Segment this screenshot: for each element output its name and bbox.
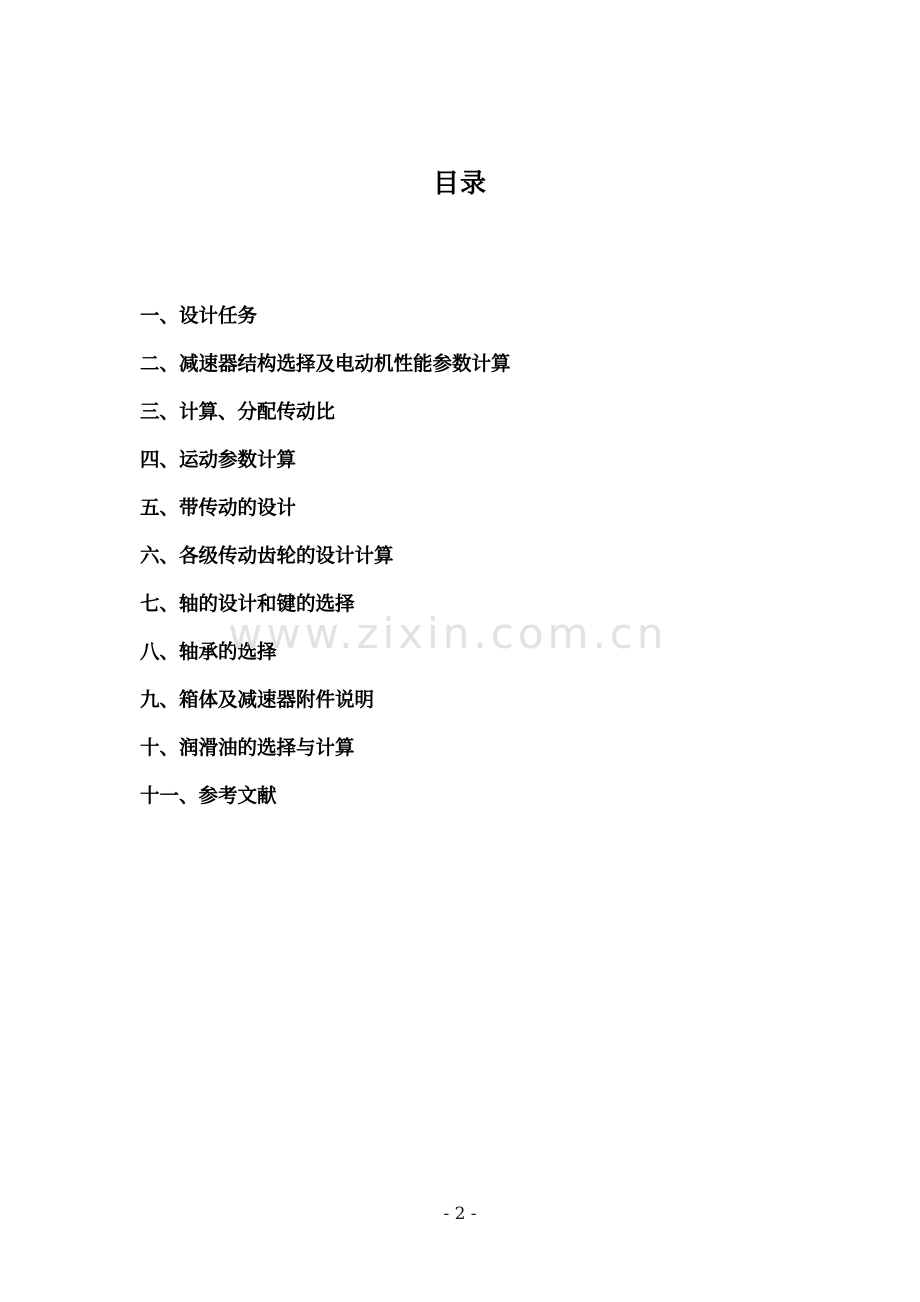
toc-item-4: 四、运动参数计算: [140, 448, 297, 471]
toc-item-3: 三、计算、分配传动比: [140, 400, 336, 423]
toc-item-11: 十一、参考文献: [140, 784, 277, 807]
toc-item-1: 一、设计任务: [140, 304, 258, 327]
watermark-text: www.zixin.com.cn: [228, 609, 668, 658]
toc-list: [140, 292, 780, 820]
toc-item-9: 九、箱体及减速器附件说明: [140, 688, 375, 711]
toc-item-2: 二、减速器结构选择及电动机性能参数计算: [140, 352, 511, 375]
toc-item-7: 七、轴的设计和键的选择: [140, 592, 355, 615]
toc-item-8: 八、轴承的选择: [140, 640, 277, 663]
toc-item-5: 五、带传动的设计: [140, 496, 297, 519]
toc-item-6: 六、各级传动齿轮的设计计算: [140, 544, 394, 567]
toc-item-10: 十、润滑油的选择与计算: [140, 736, 355, 759]
page-title: 目录: [432, 169, 487, 199]
page-number: - 2 -: [443, 1204, 477, 1224]
